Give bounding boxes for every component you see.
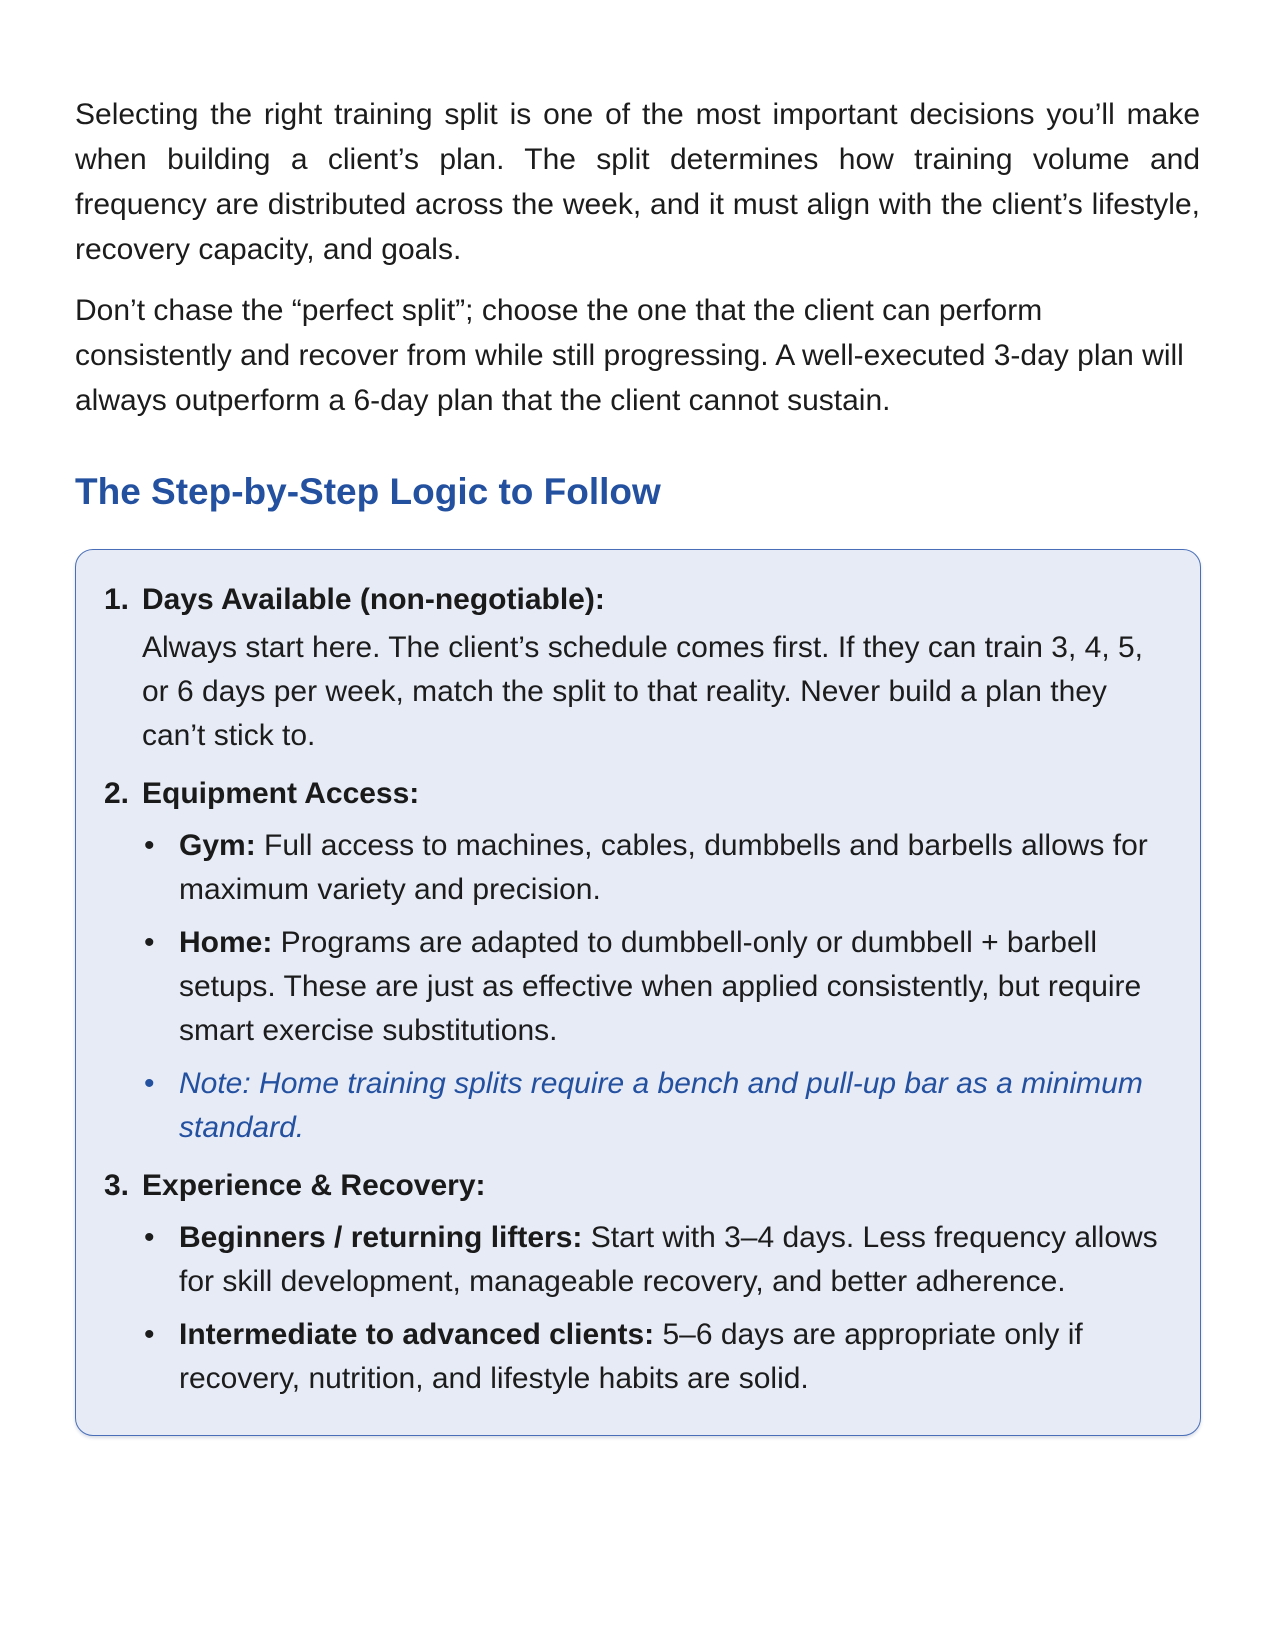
bullet-icon: • xyxy=(144,926,155,959)
step-number: 3. xyxy=(104,1169,130,1202)
document-page xyxy=(75,92,1200,1436)
step-experience-recovery xyxy=(104,1164,1160,1401)
bullet-label: Home: xyxy=(179,926,273,959)
bullet-text: Full access to machines, cables, dumbbells and barbells allows for maximum variety and precision. xyxy=(179,829,1148,906)
bullet-icon: • xyxy=(144,1221,155,1254)
bullet-label: Beginners / returning lifters: xyxy=(179,1221,583,1254)
step-title: Days Available (non-negotiable): xyxy=(142,583,605,616)
intro-paragraph: Selecting the right training split is one of the most important decisions you’ll make when building a client’s plan. The split determines how training volume and frequency are distributed across the week, and it must align with the client’s lifestyle, recovery capacity, and goals. xyxy=(75,98,1200,266)
list-item xyxy=(142,921,1160,1053)
bullet-list xyxy=(104,1216,1160,1401)
section-heading: The Step-by-Step Logic to Follow xyxy=(75,471,661,512)
step-equipment-access xyxy=(104,772,1160,1150)
bullet-icon: • xyxy=(144,1318,155,1351)
bullet-list xyxy=(104,824,1160,1150)
step-heading xyxy=(104,1164,1160,1208)
step-number: 2. xyxy=(104,777,130,810)
list-item xyxy=(142,824,1160,912)
note-item xyxy=(142,1062,1160,1150)
step-number: 1. xyxy=(104,583,130,616)
bullet-label: Gym: xyxy=(179,829,256,862)
list-item xyxy=(142,1216,1160,1304)
step-body: Always start here. The client’s schedule comes first. If they can train 3, 4, 5, or 6 days per week, match the split to that reality. Never build a plan they can’t stick to. xyxy=(142,631,1144,752)
bullet-text: Programs are adapted to dumbbell-only or dumbbell + barbell setups. These are just as effective when applied consistently, but require smart exercise substitutions. xyxy=(179,926,1142,1047)
step-heading xyxy=(104,578,1160,622)
step-title: Experience & Recovery: xyxy=(142,1169,486,1202)
step-heading xyxy=(104,772,1160,816)
bullet-icon: • xyxy=(144,1067,155,1100)
bullet-text: 5–6 days are appropriate only if recovery, nutrition, and lifestyle habits are solid. xyxy=(179,1318,1083,1395)
intro-section xyxy=(75,92,1200,423)
step-title: Equipment Access: xyxy=(142,777,420,810)
steps-callout-box xyxy=(75,549,1201,1436)
bullet-icon: • xyxy=(144,829,155,862)
list-item xyxy=(142,1313,1160,1401)
step-days-available xyxy=(104,578,1160,758)
bullet-label: Intermediate to advanced clients: xyxy=(179,1318,655,1351)
note-text: Note: Home training splits require a bench and pull-up bar as a minimum standard. xyxy=(179,1067,1143,1144)
intro-paragraph: Don’t chase the “perfect split”; choose the one that the client can perform consistently and recover from while still progressing. A well-executed 3-day plan will always outperform a 6-day plan that the client cannot sustain. xyxy=(75,294,1184,417)
bullet-text: Start with 3–4 days. Less frequency allows for skill development, manageable recovery, and better adherence. xyxy=(179,1221,1158,1298)
